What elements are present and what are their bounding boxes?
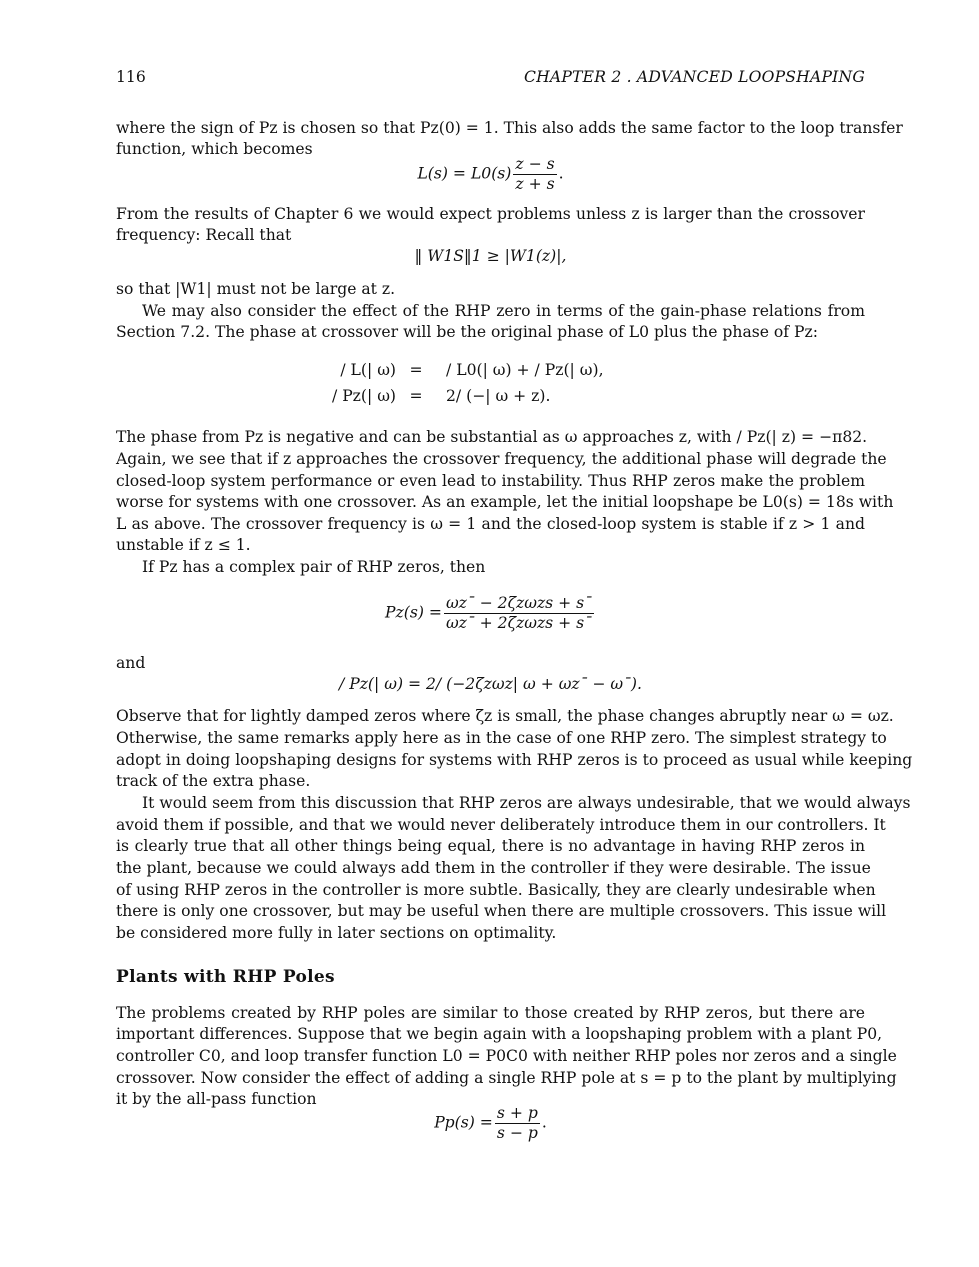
equation-fraction [513, 155, 556, 194]
paragraph-line: controller C0, and loop transfer function L0 = P0C0 with neither RHP poles nor zeros and a single [116, 1047, 897, 1065]
paragraph-line: it by the all-pass function [116, 1090, 317, 1108]
equation-allpass-pole [116, 1104, 865, 1143]
equation-phase-array [116, 360, 865, 404]
paragraph-line: important differences. Suppose that we begin again with a loopshaping problem with a plant P0, [116, 1025, 883, 1043]
paragraph-line: so that |W1| must not be large at z. [116, 280, 396, 298]
paragraph-line: If Pz has a complex pair of RHP zeros, then [142, 558, 486, 576]
paragraph-line: track of the extra phase. [116, 772, 311, 790]
fraction-denominator: s − p [496, 1124, 538, 1142]
paragraph-line: From the results of Chapter 6 we would expect problems unless z is larger than the crossover [116, 205, 865, 223]
equation-complex-phase: / Pz(| ω) = 2/ (−2ζzωz| ω + ωz¯ − ω¯). [339, 675, 642, 693]
paragraph-line: We may also consider the effect of the RHP zero in terms of the gain-phase relations from [142, 302, 865, 320]
equation-row2-rhs: 2/ (−| ω + z). [446, 387, 551, 405]
equation-lhs: Pz(s) = [385, 603, 442, 622]
paragraph-line: Section 7.2. The phase at crossover will be the original phase of L0 plus the phase of Pz: [116, 323, 819, 341]
paragraph-line: of using RHP zeros in the controller is more subtle. Basically, they are clearly undesirable when [116, 881, 876, 899]
equation-lhs: Pp(s) = [434, 1113, 493, 1132]
paragraph-line: worse for systems with one crossover. As an example, let the initial loopshape be L0(s) = 18s with [116, 493, 894, 511]
equation-tail: . [558, 164, 564, 183]
paragraph-line: Again, we see that if z approaches the crossover frequency, the additional phase will degrade the [116, 450, 887, 468]
running-title: CHAPTER 2 . ADVANCED LOOPSHAPING [523, 68, 865, 86]
equation-lhs: L(s) = L0(s) [417, 164, 512, 183]
paragraph-line: where the sign of Pz is chosen so that Pz(0) = 1. This also adds the same factor to the loop transfer [116, 119, 903, 137]
paragraph-line: L as above. The crossover frequency is ω = 1 and the closed-loop system is stable if z > 1 and [116, 515, 865, 533]
paragraph-line: closed-loop system performance or even lead to instability. Thus RHP zeros make the problem [116, 472, 865, 490]
paragraph-line: Observe that for lightly damped zeros where ζz is small, the phase changes abruptly near ω = ωz. [116, 707, 894, 725]
paragraph-line: Otherwise, the same remarks apply here as in the case of one RHP zero. The simplest strategy to [116, 729, 887, 747]
equation-loop-transfer [116, 155, 865, 194]
paragraph-line: is clearly true that all other things being equal, there is no advantage in having RHP zeros in [116, 837, 865, 855]
paragraph-line: unstable if z ≤ 1. [116, 536, 251, 554]
fraction-denominator: ωz¯ + 2ζzωzs + s¯ [445, 614, 592, 632]
paragraph-line: there is only one crossover, but may be useful when there are multiple crossovers. This issue will [116, 902, 887, 920]
paragraph-line: adopt in doing loopshaping designs for systems with RHP zeros is to proceed as usual while keeping [116, 751, 913, 769]
paragraph-line: be considered more fully in later sections on optimality. [116, 924, 557, 942]
paragraph-line: frequency: Recall that [116, 226, 292, 244]
fraction-numerator: z − s [515, 155, 555, 173]
equation-row1-lhs: / L(| ω) [340, 361, 396, 379]
paragraph-line: The problems created by RHP poles are similar to those created by RHP zeros, but there are [116, 1004, 865, 1022]
equation-fraction [444, 594, 594, 633]
page [116, 0, 913, 1267]
equation-row1-eq: = [409, 361, 423, 379]
paragraph-line: the plant, because we could always add them in the controller if they were desirable. The issue [116, 859, 871, 877]
running-header [116, 68, 865, 90]
paragraph-line: crossover. Now consider the effect of adding a single RHP pole at s = p to the plant by multiplying [116, 1069, 897, 1087]
equation-complex-zeros [116, 594, 865, 633]
equation-norm-bound: ‖ W1S‖1 ≥ |W1(z)|, [414, 247, 567, 265]
section-heading: Plants with RHP Poles [116, 967, 335, 987]
fraction-numerator: ωz¯ − 2ζzωzs + s¯ [445, 594, 592, 612]
paragraph-line: It would seem from this discussion that RHP zeros are always undesirable, that we would always [142, 794, 911, 812]
equation-row2-lhs: / Pz(| ω) [331, 387, 396, 405]
fraction-numerator: s + p [496, 1104, 538, 1122]
fraction-denominator: z + s [515, 175, 555, 193]
paragraph-line: function, which becomes [116, 140, 313, 158]
equation-fraction [495, 1104, 540, 1143]
page-number: 116 [116, 68, 146, 86]
equation-tail: . [541, 1113, 547, 1132]
equation-row2-eq: = [409, 387, 423, 405]
paragraph-line: The phase from Pz is negative and can be substantial as ω approaches z, with / Pz(| z) = −π82. [116, 428, 868, 446]
paragraph-line: avoid them if possible, and that we would never deliberately introduce them in our controllers. It [116, 816, 886, 834]
paragraph-line: and [116, 654, 146, 672]
equation-row1-rhs: / L0(| ω) + / Pz(| ω), [446, 361, 604, 379]
